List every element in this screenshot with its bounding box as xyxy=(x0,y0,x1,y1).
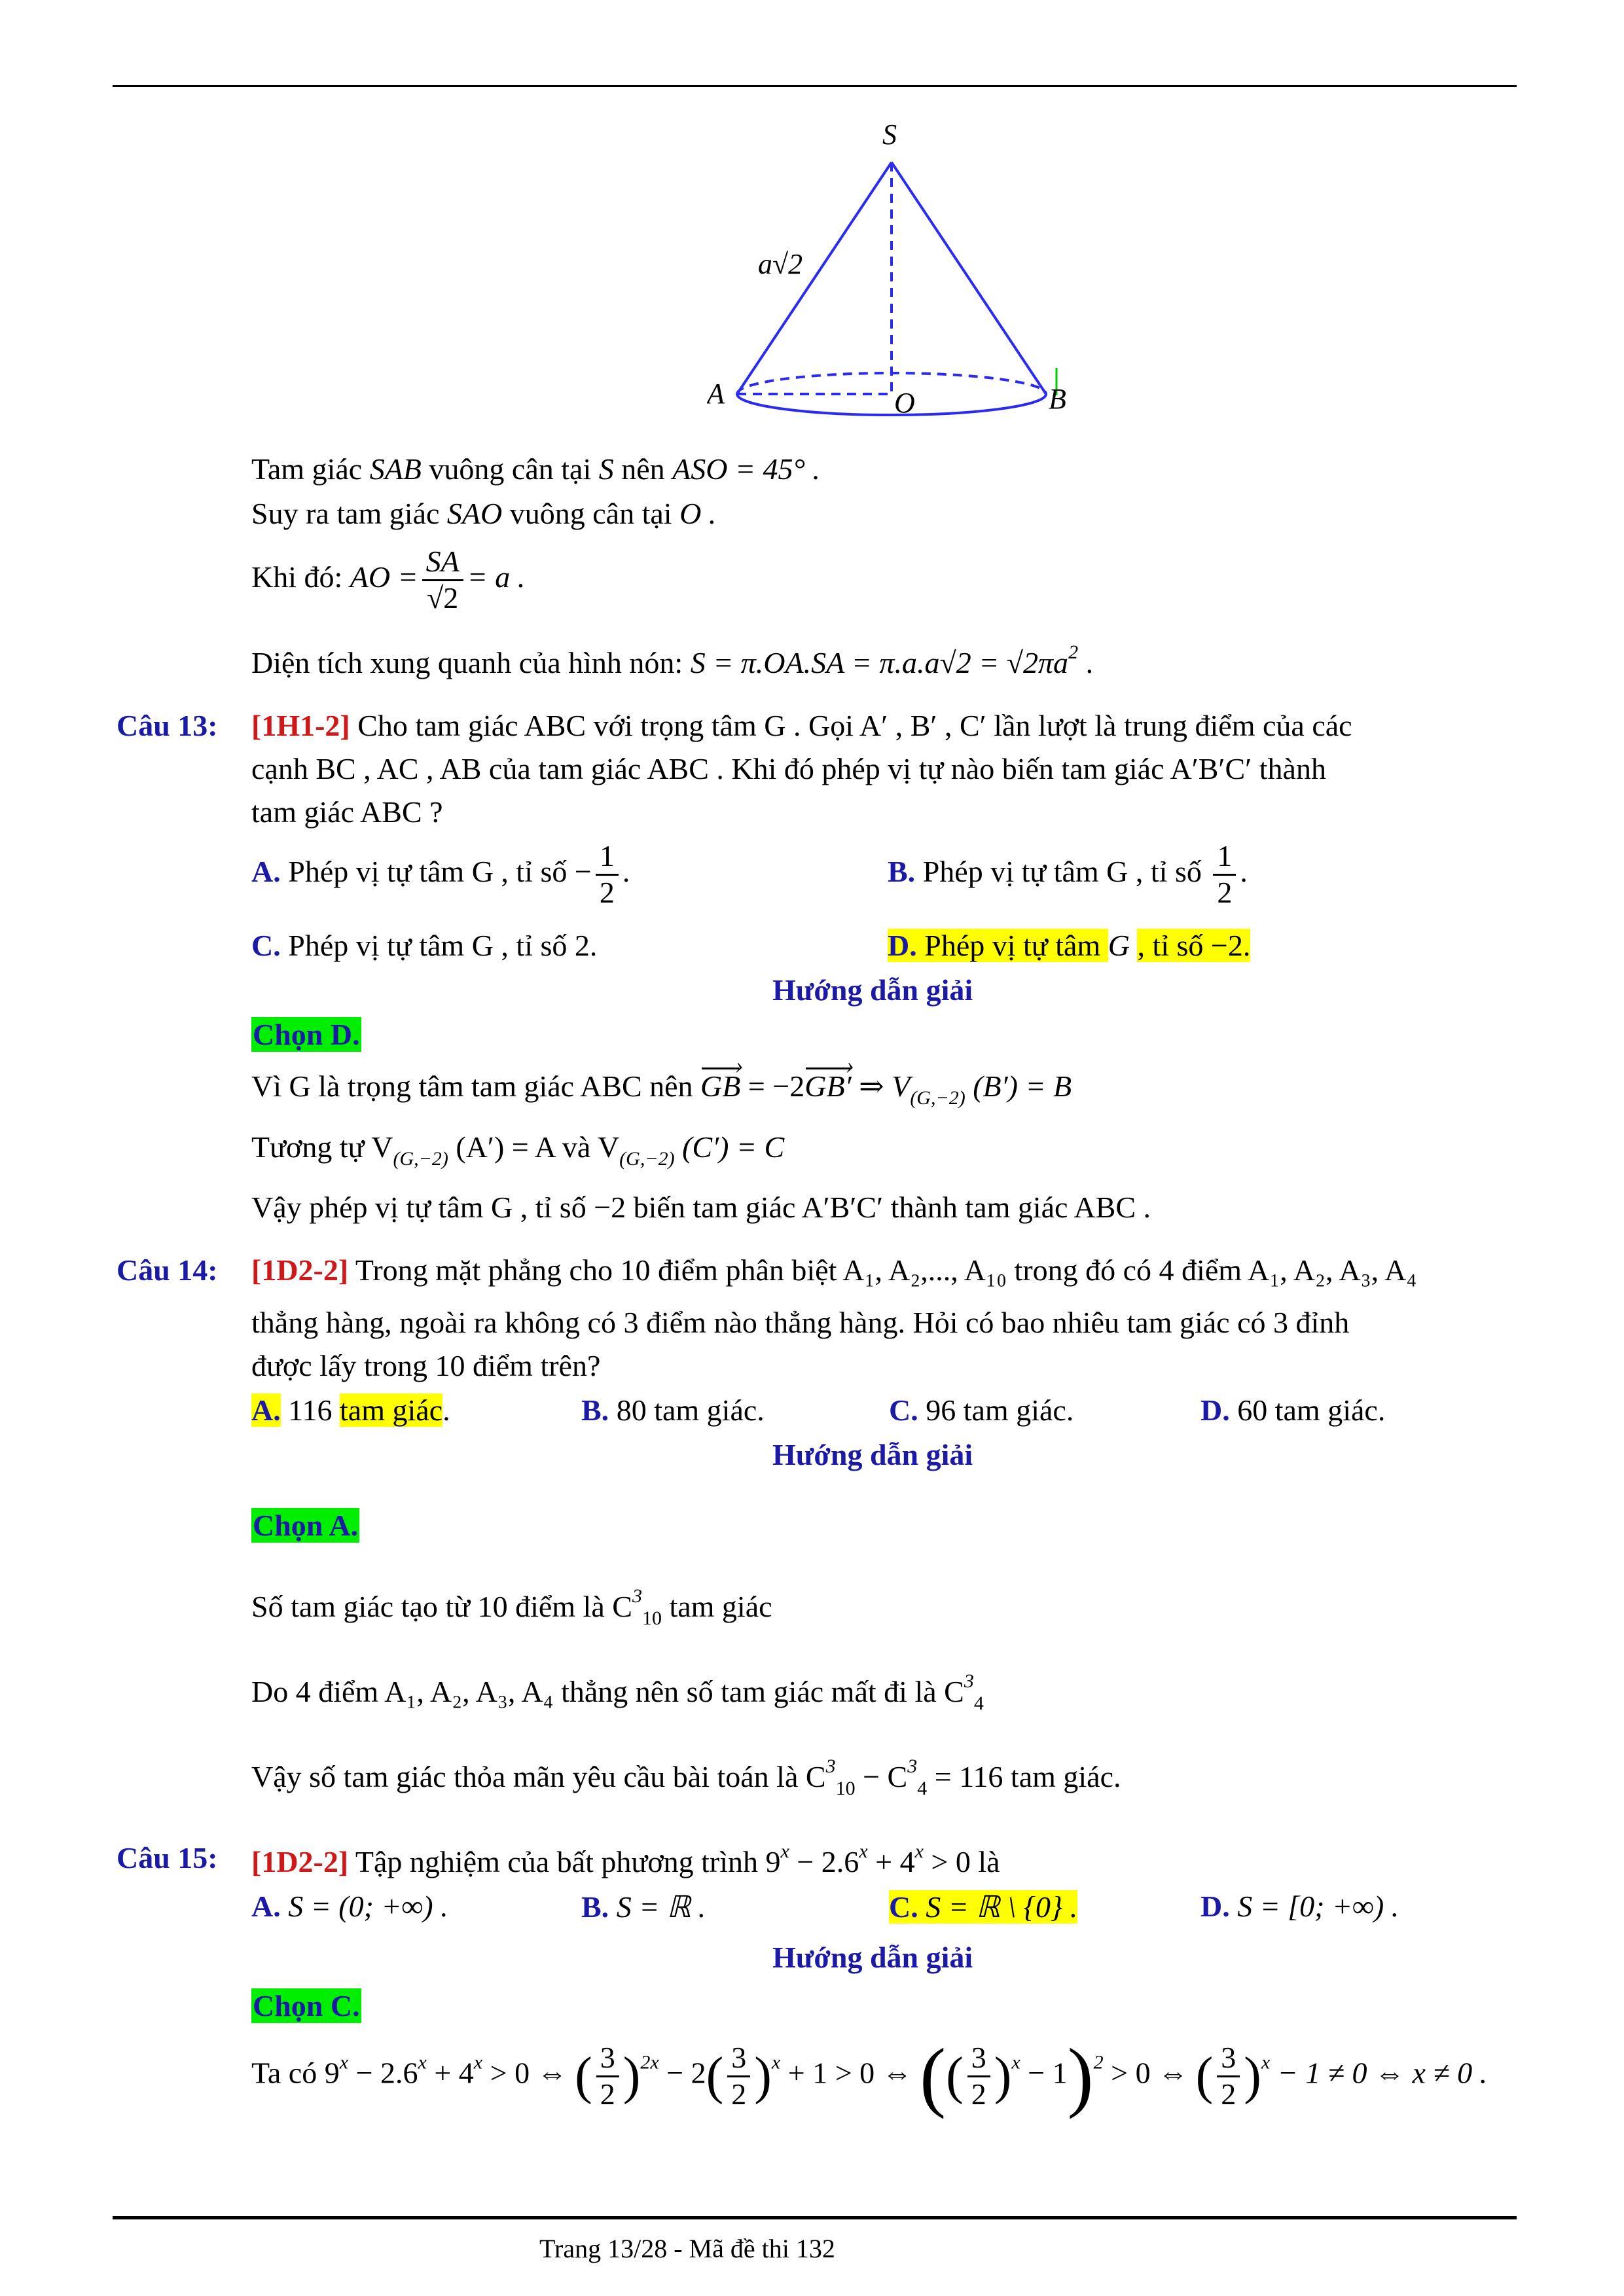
q14-option-b[interactable]: B. 80 tam giác. xyxy=(581,1393,765,1427)
q14-stem-line3: được lấy trong 10 điểm trên? xyxy=(251,1349,601,1382)
q14-chosen: Chọn A. xyxy=(253,1509,359,1542)
q14-solution-line1: Số tam giác tạo từ 10 điểm là $C^3_{10}$ tam giác xyxy=(251,1585,772,1629)
q13-label: Câu 13: xyxy=(117,709,218,742)
label-edge: a√2 xyxy=(758,248,803,280)
q12-line3: Khi đó: AO = $\frac{SA}{√2}$ = a . xyxy=(251,545,526,615)
fraction-sa-root2: $\frac{SA}{√2}$ xyxy=(422,545,463,616)
q13-solution-line2: Tương tự $V_{(G,-2)}$ (A′) = A và $V_{(G,-2)}$ (C′) = C xyxy=(251,1130,785,1170)
q13-stem-line1: [1H1-2] Cho tam giác ABC với trọng tâm G . Gọi A′ , B′ , C′ lần lượt là trung điểm của các xyxy=(251,709,1352,742)
q13-stem-line3: tam giác ABC ? xyxy=(251,795,443,829)
q13-option-b[interactable]: B. Phép vị tự tâm G , tỉ số $\frac{1}{2}$ . xyxy=(888,839,1248,909)
footer-rule xyxy=(113,2216,1517,2219)
q12-line2: Suy ra tam giác SAO vuông cân tại O . xyxy=(251,497,717,530)
cone-base-front xyxy=(737,394,1046,415)
q14-solution-line2: Do 4 điểm A₁, A₂, A₃, A₄ thẳng nên số tam giác mất đi là $C^3_4$ xyxy=(251,1670,984,1714)
q13-option-a[interactable]: A. Phép vị tự tâm G , tỉ số − $\frac{1}{2}$ . xyxy=(251,839,630,909)
label-A: A xyxy=(707,378,725,410)
q13-guide-heading: Hướng dẫn giải xyxy=(772,973,973,1007)
q12-line1: Tam giác SAB vuông cân tại S nên ASO = 45° . xyxy=(251,452,820,486)
q15-chosen: Chọn C. xyxy=(253,1989,360,2022)
q14-label: Câu 14: xyxy=(117,1253,218,1287)
q14-stem-line2: thẳng hàng, ngoài ra không có 3 điểm nào thẳng hàng. Hỏi có bao nhiêu tam giác có 3 đỉnh xyxy=(251,1306,1350,1339)
q13-solution-line1: Vì G là trọng tâm tam giác ABC nên GB › = −2GB′ › ⇒ $V_{(G,-2)}$ (B′) = B xyxy=(251,1068,1072,1109)
q15-option-a[interactable]: A. S = (0; +∞) . xyxy=(251,1890,448,1923)
label-O: O xyxy=(894,387,915,419)
q14-solution-line3: Vậy số tam giác thỏa mãn yêu cầu bài toán là $C^3_{10} - C^3_4 = 116$ tam giác. xyxy=(251,1755,1121,1799)
cone-edge-right xyxy=(892,162,1046,394)
label-S: S xyxy=(882,118,897,151)
q14-option-a[interactable]: A. 116 tam giác. xyxy=(251,1393,450,1427)
q15-label: Câu 15: xyxy=(117,1841,218,1874)
header-rule xyxy=(113,85,1517,87)
q13-chosen: Chọn D. xyxy=(253,1018,360,1051)
q15-guide-heading: Hướng dẫn giải xyxy=(772,1941,973,1974)
label-B: B xyxy=(1049,383,1066,415)
q15-option-c[interactable]: C. S = ℝ \ {0} . xyxy=(889,1890,1078,1924)
q12-line4: Diện tích xung quanh của hình nón: $S = \pi.OA.SA = \pi.a.a√2 = √2\pi a^2$ . xyxy=(251,641,1094,679)
q14-guide-heading: Hướng dẫn giải xyxy=(772,1438,973,1471)
q14-stem-line1: [1D2-2] Trong mặt phẳng cho 10 điểm phân biệt A₁, A₂,..., A₁₀ trong đó có 4 điểm A₁, A₂, A₃, A₄ xyxy=(251,1253,1417,1287)
q13-stem-line2: cạnh BC , AC , AB của tam giác ABC . Khi đó phép vị tự nào biến tam giác A′B′C′ thành xyxy=(251,752,1326,785)
q13-solution-line3: Vậy phép vị tự tâm G , tỉ số −2 biến tam giác A′B′C′ thành tam giác ABC . xyxy=(251,1191,1151,1224)
q15-option-d[interactable]: D. S = [0; +∞) . xyxy=(1200,1890,1399,1923)
q14-option-d[interactable]: D. 60 tam giác. xyxy=(1200,1393,1386,1427)
q14-option-c[interactable]: C. 96 tam giác. xyxy=(889,1393,1074,1427)
q15-solution-line: Ta có $9^x - 2.6^x + 4^x > 0$ ⇔ ( $\frac{3}{2}$ )$^{2x}$ − 2( $\frac{3}{2}$ )$^x$ + 1 > 0 ⇔ (( $\frac{3}{2}$ )$^x$ − 1)$^2$ > 0 ⇔ ( $\frac{3}{2}$ )$^x$ − 1 ≠ 0 ⇔ x ≠ 0 . xyxy=(251,2032,1488,2119)
q15-option-b[interactable]: B. S = ℝ . xyxy=(581,1890,706,1924)
q15-stem: [1D2-2] Tập nghiệm của bất phương trình $9^x - 2.6^x + 4^x > 0$ là xyxy=(251,1840,1000,1878)
footer-page-info: Trang 13/28 - Mã đề thi 132 xyxy=(539,2234,835,2263)
q13-option-c[interactable]: C. Phép vị tự tâm G , tỉ số 2. xyxy=(251,929,598,962)
cone-figure xyxy=(707,111,1074,425)
q13-option-d[interactable]: D. Phép vị tự tâm G , tỉ số −2. xyxy=(888,929,1251,962)
